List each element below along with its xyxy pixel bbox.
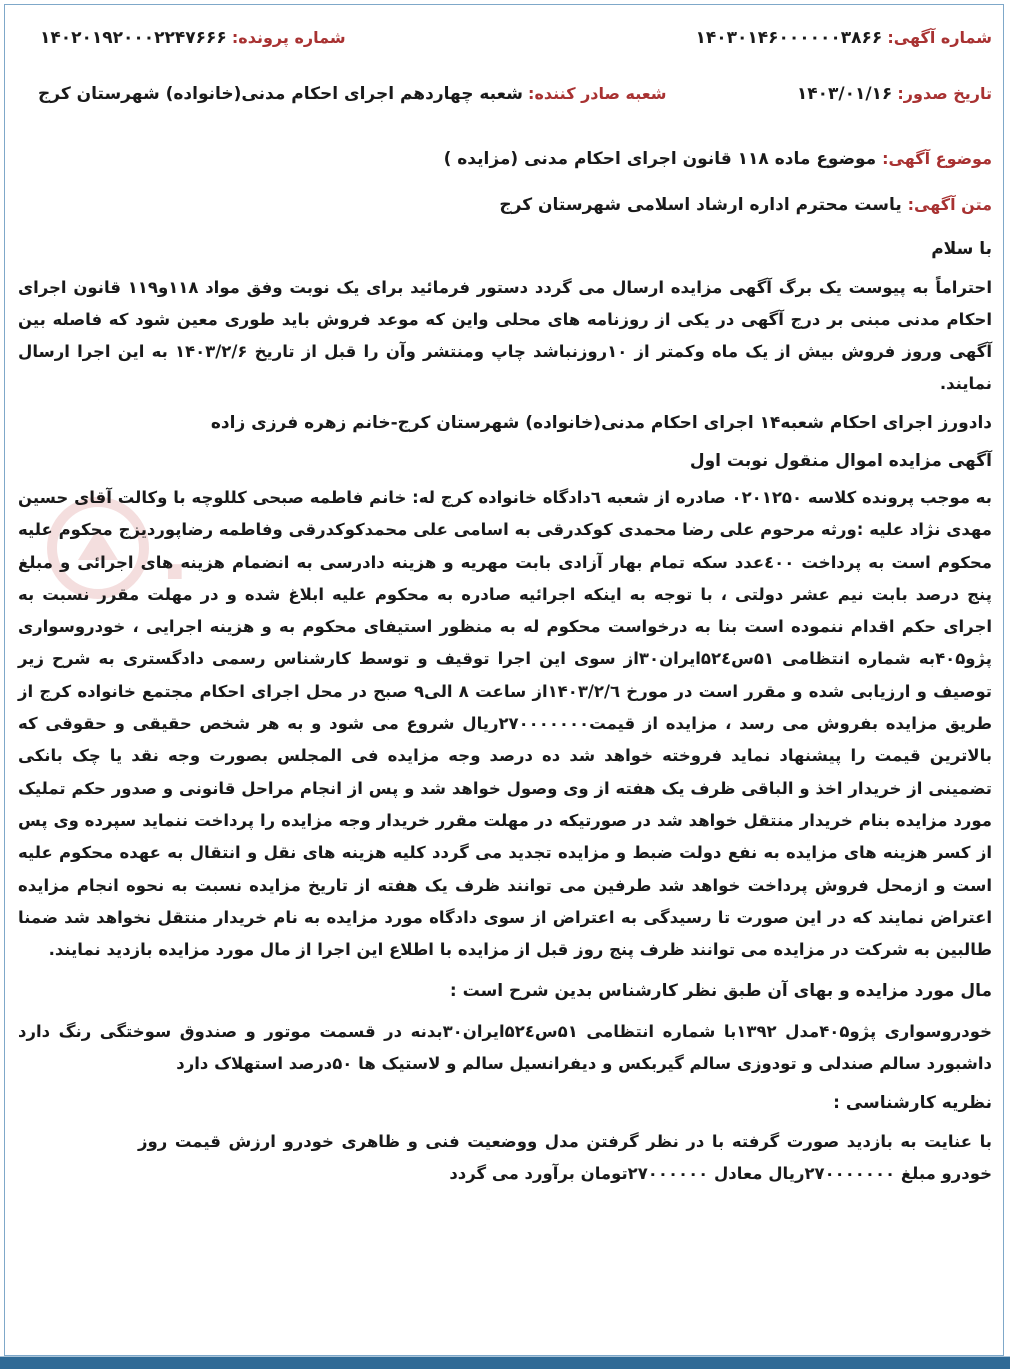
notice-text-label: متن آگهی:: [907, 195, 992, 214]
issue-date-value: ۱۴۰۳/۰۱/۱۶: [796, 84, 893, 104]
notice-number-value: ۱۴۰۳۰۱۴۶۰۰۰۰۰۰۳۸۶۶: [695, 28, 883, 48]
issue-date-field: [797, 84, 992, 104]
case-number-label: شماره پرونده:: [231, 28, 346, 47]
issuing-branch-label: شعبه صادر کننده:: [528, 84, 667, 103]
notice-text-field: [18, 190, 992, 220]
property-description: خودروسواری پژو۴۰۵مدل ۱۳۹۲با شماره انتظامی ۵۱س۵۲٤ایران۳۰بدنه در قسمت موتور و صندوق سوختگی رنگ دارد داشبورد سالم صندلی و تودوزی سالم گیربکس و دیفرانسیل سالم و لاستیک ها ۵۰درصد استهلاک دارد: [18, 1022, 992, 1074]
notice-text-intro: یاست محترم اداره ارشاد اسلامی شهرستان کرج: [499, 195, 902, 215]
bottom-bar: [0, 1357, 1010, 1369]
greeting: با سلام: [931, 239, 992, 259]
property-heading: مال مورد مزایده و بهای آن طبق نظر کارشناس بدین شرح است :: [449, 981, 992, 1002]
header-row-1: [18, 28, 992, 74]
issuing-branch-value: شعبه چهاردهم اجرای احکام مدنی(خانواده) شهرستان کرج: [38, 84, 523, 104]
case-number-field: [40, 28, 346, 48]
header-row-2: [18, 84, 992, 130]
subject-field: [18, 144, 992, 174]
notice-number-label: شماره آگهی:: [887, 28, 992, 47]
subject-label: موضوع آگهی:: [882, 149, 992, 168]
expert-heading: نظریه کارشناسی :: [833, 1093, 992, 1114]
notice-content: [18, 28, 992, 1190]
expert-opinion: با عنایت به بازدید صورت گرفته با در نظر گرفتن مدل ووضعیت فنی و ظاهری خودرو ارزش قیمت روز خودرو مبلغ ۲۷۰۰۰۰۰۰۰ریال معادل ۲۷۰۰۰۰۰۰تومان برآورد می گردد: [138, 1132, 992, 1184]
request-paragraph: احتراماً به پیوست یک برگ آگهی مزایده ارسال می گردد دستور فرمائید برای یک نوبت وفق مواد ۱۱۸و۱۱۹ قانون اجرای احکام مدنی مبنی بر درج آگهی در یکی از روزنامه های محلی واین که موعد فروش باید طوری معین شود که فاصله بین آگهی وروز فروش بیش از یک ماه وکمتر از ۱۰روزنباشد چاپ ومنتشر وآن را قبل از تاریخ ۱۴۰۳/۲/۶ به این اجرا ارسال نمایند.: [18, 278, 993, 393]
auction-title: آگهی مزایده اموال منقول نوبت اول: [689, 451, 992, 471]
auction-paragraph: به موجب پرونده کلاسه ۰۲۰۱۲۵۰ صادره از شعبه ٦دادگاه خانواده کرج له: خانم فاطمه صبحی کللوچه با وکالت آقای حسین مهدی نژاد علیه :ورثه مرحوم علی رضا محمدی کوکدرقی به اسامی علی محمدکوکدرقی وفاطمه رضاپوردیزج محکوم علیه محکوم است به پرداخت ٤۰۰عدد سکه تمام بهار آزادی بابت مهریه و هزینه دادرسی به انضمام هزینه های اجرائی و مبلغ پنج درصد بابت نیم عشر دولتی ، با توجه به اینکه اجرائیه صادره به محکوم علیه ابلاغ شده و در مهلت مقرر نسبت به اجرای حکم اقدام ننموده است بنا به درخواست محکوم له به منظور استیفای محکوم به و هزینه اجرایی ، خودروسواری پژو۴۰۵به شماره انتظامی ۵۱س۵۲٤ایران۳۰از سوی این اجرا توقیف و توسط کارشناس رسمی دادگستری به شرح زیر توصیف و ارزیابی شده و مقرر است در مورخ ۱۴۰۳/۲/٦از ساعت ۸ الی۹ صبح در محل اجرای احکام مجتمع خانواده کرج از طریق مزایده بفروش می رسد ، مزایده از قیمت۲۷۰۰۰۰۰۰۰ریال شروع می شود و به هر شخص حقیقی و حقوقی که بالاترین قیمت را پیشنهاد نماید فروخته خواهد شد ده درصد وجه مزایده فی المجلس بصورت وجه نقد یا چک بانکی تضمینی از خریدار اخذ و الباقی ظرف یک هفته از وی وصول خواهد شد و پس از انجام مراحل قانونی و صدور حکم تملیک مورد مزایده بنام خریدار منتقل خواهد شد در صورتیکه در مهلت مقرر خریدار وجه مزایده را پرداخت ننماید سپرده وی پس از کسر هزینه های مزایده به نفع دولت ضبط و مزایده تجدید می گردد کلیه هزینه های نقل و انتقال به عهده محکوم علیه است و ازمحل فروش پرداخت خواهد شد طرفین می توانند ظرف یک هفته از تاریخ مزایده نسبت به نحوه انجام مزایده اعتراض نمایند که در این صورت تا رسیدگی به اعتراض از سوی دادگاه مورد مزایده به نام خریدار منتقل نخواهد شد ضمنا طالبین به شرکت در مزایده می توانند ظرف پنج روز قبل از مزایده با اطلاع این اجرا از مال مورد مزایده بازدید نمایند.: [18, 488, 993, 960]
subject-value: موضوع ماده ۱۱۸ قانون اجرای احکام مدنی (مزایده ): [443, 149, 877, 169]
issuing-branch-field: [38, 84, 667, 104]
notice-number-field: [695, 28, 992, 48]
case-number-value: ۱۴۰۲۰۱۹۲۰۰۰۲۲۴۷۶۶۶: [40, 28, 227, 48]
issue-date-label: تاریخ صدور:: [897, 84, 992, 103]
signature-line: دادورز اجرای احکام شعبه۱۴ اجرای احکام مدنی(خانواده) شهرستان کرج-خانم زهره فرزی زاده: [210, 413, 992, 433]
